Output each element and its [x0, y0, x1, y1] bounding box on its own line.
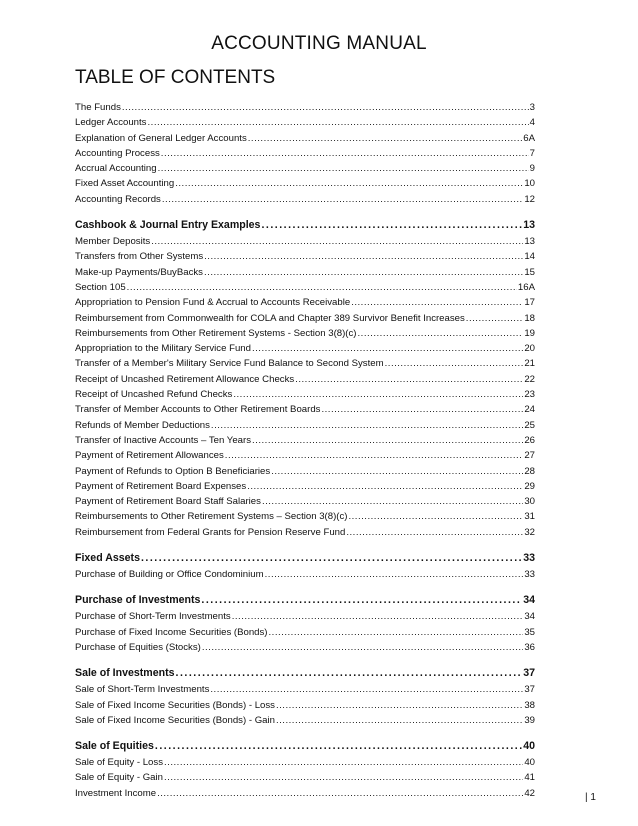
toc-entry-page: 36	[524, 641, 535, 653]
toc-entry-page: 4	[529, 117, 535, 129]
toc-entry-page: 23	[524, 389, 535, 401]
document-title: ACCOUNTING MANUAL	[211, 33, 427, 54]
toc-entry-label: Accounting Records	[75, 193, 161, 205]
dot-leader	[164, 772, 523, 783]
toc-entry-label: Explanation of General Ledger Accounts	[75, 132, 247, 144]
toc-entry-page: 33	[524, 569, 535, 581]
toc-entry-page: 31	[524, 511, 535, 523]
toc-entry	[75, 569, 535, 584]
dot-leader	[176, 667, 523, 679]
toc-entry	[75, 772, 535, 787]
dot-leader	[262, 496, 523, 507]
toc-entry-label: Accounting Process	[75, 147, 160, 159]
toc-entry-page: 32	[524, 526, 535, 538]
toc-entry-page: 7	[529, 147, 535, 159]
toc-entry-page: 13	[524, 236, 535, 248]
toc-entry-page: 35	[524, 626, 535, 638]
toc-entry-label: Sale of Equity - Gain	[75, 772, 163, 784]
toc-entry	[75, 404, 535, 419]
dot-leader	[122, 102, 529, 113]
toc-entry-page: 29	[524, 480, 535, 492]
toc-entry	[75, 163, 535, 178]
toc-entry-label: Sale of Short-Term Investments	[75, 684, 210, 696]
toc-entry-page: 18	[524, 312, 535, 324]
toc-entry-page: 19	[524, 327, 535, 339]
toc-entry	[75, 466, 535, 481]
toc-entry-page: 26	[524, 434, 535, 446]
toc-entry	[75, 496, 535, 511]
dot-leader	[158, 163, 529, 174]
toc-entry-label: Purchase of Short-Term Investments	[75, 611, 231, 623]
toc-entry-label: Appropriation to the Military Service Fund	[75, 343, 251, 355]
dot-leader	[295, 374, 523, 385]
toc-entry	[75, 788, 535, 803]
toc-entry	[75, 236, 535, 251]
dot-leader	[225, 450, 524, 461]
toc-entry-label: Fixed Assets	[75, 552, 140, 565]
dot-leader	[247, 481, 523, 492]
toc-entry-label: Payment of Refunds to Option B Beneficiaries	[75, 465, 271, 477]
toc-entry	[75, 757, 535, 772]
dot-leader	[346, 527, 523, 538]
toc-entry-page: 24	[524, 404, 535, 416]
toc-entry-page: 30	[524, 496, 535, 508]
toc-entry-page: 42	[524, 787, 535, 799]
toc-entry-label: Purchase of Investments	[75, 594, 201, 607]
toc-entry-page: 14	[524, 251, 535, 263]
toc-entry-label: Sale of Equity - Loss	[75, 757, 163, 769]
dot-leader	[232, 611, 524, 622]
toc-entry	[75, 358, 535, 373]
dot-leader	[157, 788, 523, 799]
toc-entry	[75, 328, 535, 343]
toc-entry-page: 6A	[523, 132, 535, 144]
toc-section-heading	[75, 667, 535, 684]
toc-entry	[75, 194, 535, 209]
toc-entry-label: Transfer of Inactive Accounts – Ten Years	[75, 434, 251, 446]
toc-entry-label: Reimbursement from Federal Grants for Pension Reserve Fund	[75, 526, 346, 538]
dot-leader	[127, 282, 517, 293]
dot-leader	[211, 420, 523, 431]
toc-entry	[75, 117, 535, 132]
toc-entry-label: Fixed Asset Accounting	[75, 178, 175, 190]
toc-entry-label: The Funds	[75, 102, 121, 113]
toc-entry-page: 34	[524, 611, 535, 623]
toc-entry-label: Section 105	[75, 281, 126, 293]
toc-entry-label: Purchase of Building or Office Condominium	[75, 569, 264, 581]
toc-entry	[75, 267, 535, 282]
toc-entry-page: 41	[524, 772, 535, 784]
dot-leader	[233, 389, 523, 400]
dot-leader	[385, 358, 524, 369]
toc-entry	[75, 611, 535, 626]
toc-entry-page: 9	[529, 163, 535, 175]
dot-leader	[161, 148, 529, 159]
toc-entry-page: 12	[524, 193, 535, 205]
toc-entry-label: Investment Income	[75, 787, 157, 799]
toc-entry	[75, 178, 535, 193]
toc-entry-label: Transfers from Other Systems	[75, 251, 204, 263]
toc-entry-label: Ledger Accounts	[75, 117, 147, 129]
dot-leader	[271, 466, 523, 477]
toc-entry-label: Purchase of Equities (Stocks)	[75, 641, 201, 653]
dot-leader	[162, 194, 523, 205]
toc-entry-label: Payment of Retirement Board Expenses	[75, 480, 247, 492]
toc-entry-label: Purchase of Fixed Income Securities (Bonds)	[75, 626, 268, 638]
toc-entry-label: Accrual Accounting	[75, 163, 157, 175]
dot-leader	[269, 627, 524, 638]
toc-section-heading	[75, 552, 535, 569]
toc-entry	[75, 435, 535, 450]
toc-entry-label: Receipt of Uncashed Refund Checks	[75, 389, 233, 401]
toc-entry-page: 34	[523, 594, 535, 607]
toc-entry-page: 10	[524, 178, 535, 190]
toc-entry	[75, 511, 535, 526]
dot-leader	[175, 178, 523, 189]
toc-entry-label: Sale of Fixed Income Securities (Bonds) - Gain	[75, 714, 275, 726]
dot-leader	[351, 297, 523, 308]
toc-entry-label: Appropriation to Pension Fund & Accrual to Accounts Receivable	[75, 297, 351, 309]
dot-leader	[147, 117, 528, 128]
toc-section-heading	[75, 740, 535, 757]
toc-entry	[75, 684, 535, 699]
toc-entry-page: 33	[523, 552, 535, 565]
toc-entry	[75, 343, 535, 358]
dot-leader	[321, 404, 523, 415]
table-of-contents	[75, 102, 535, 803]
dot-leader	[151, 236, 523, 247]
toc-entry	[75, 627, 535, 642]
toc-entry-page: 15	[524, 266, 535, 278]
toc-entry	[75, 450, 535, 465]
toc-entry-page: 22	[524, 373, 535, 385]
dot-leader	[155, 740, 522, 752]
toc-entry-page: 38	[524, 699, 535, 711]
dot-leader	[248, 133, 523, 144]
toc-entry	[75, 389, 535, 404]
toc-entry-label: Make-up Payments/BuyBacks	[75, 266, 203, 278]
toc-entry-label: Payment of Retirement Board Staff Salaries	[75, 496, 261, 508]
toc-entry-page: 3	[529, 102, 535, 113]
toc-entry-label: Receipt of Uncashed Retirement Allowance Checks	[75, 373, 295, 385]
dot-leader	[466, 313, 524, 324]
toc-entry	[75, 133, 535, 148]
dot-leader	[265, 569, 524, 580]
dot-leader	[164, 757, 523, 768]
toc-section-heading	[75, 219, 535, 236]
toc-entry-page: 37	[524, 684, 535, 696]
dot-leader	[252, 435, 523, 446]
dot-leader	[252, 343, 523, 354]
toc-entry-label: Cashbook & Journal Entry Examples	[75, 219, 261, 232]
toc-entry	[75, 420, 535, 435]
toc-entry	[75, 642, 535, 657]
toc-entry-label: Reimbursements to Other Retirement Systems – Section 3(8)(c)	[75, 511, 348, 523]
toc-entry	[75, 102, 535, 117]
toc-entry	[75, 313, 535, 328]
toc-entry-page: 13	[523, 219, 535, 232]
dot-leader	[141, 552, 522, 564]
toc-entry-label: Sale of Equities	[75, 740, 154, 753]
toc-entry-page: 27	[524, 450, 535, 462]
toc-entry	[75, 700, 535, 715]
toc-entry	[75, 297, 535, 312]
toc-entry	[75, 282, 535, 297]
toc-entry-label: Refunds of Member Deductions	[75, 419, 210, 431]
page-number: | 1	[585, 792, 596, 803]
dot-leader	[348, 511, 523, 522]
toc-entry-page: 37	[523, 667, 535, 680]
dot-leader	[358, 328, 524, 339]
toc-entry	[75, 148, 535, 163]
toc-entry	[75, 374, 535, 389]
toc-entry-page: 17	[524, 297, 535, 309]
toc-entry-label: Transfer of a Member's Military Service Fund Balance to Second System	[75, 358, 384, 370]
toc-entry-label: Member Deposits	[75, 236, 151, 248]
toc-entry-label: Sale of Investments	[75, 667, 175, 680]
dot-leader	[261, 219, 522, 231]
toc-entry-label: Transfer of Member Accounts to Other Retirement Boards	[75, 404, 321, 416]
toc-entry-page: 16A	[517, 281, 535, 293]
toc-entry-label: Reimbursement from Commonwealth for COLA and Chapter 389 Survivor Benefit Increases	[75, 312, 465, 324]
dot-leader	[276, 700, 523, 711]
toc-entry-page: 28	[524, 465, 535, 477]
dot-leader	[204, 267, 523, 278]
dot-leader	[276, 715, 523, 726]
toc-entry-page: 40	[524, 757, 535, 769]
toc-entry-label: Payment of Retirement Allowances	[75, 450, 224, 462]
toc-entry-page: 25	[524, 419, 535, 431]
toc-entry-label: Sale of Fixed Income Securities (Bonds) - Loss	[75, 699, 275, 711]
toc-entry-label: Reimbursements from Other Retirement Systems - Section 3(8)(c)	[75, 327, 357, 339]
toc-entry	[75, 527, 535, 542]
dot-leader	[210, 684, 523, 695]
toc-entry-page: 39	[524, 714, 535, 726]
toc-entry-page: 21	[524, 358, 535, 370]
dot-leader	[202, 642, 523, 653]
toc-entry-page: 40	[523, 740, 535, 753]
toc-entry	[75, 251, 535, 266]
toc-title: TABLE OF CONTENTS	[75, 67, 276, 88]
dot-leader	[201, 594, 522, 606]
dot-leader	[204, 251, 523, 262]
toc-section-heading	[75, 594, 535, 611]
toc-entry	[75, 715, 535, 730]
toc-entry	[75, 481, 535, 496]
toc-entry-page: 20	[524, 343, 535, 355]
